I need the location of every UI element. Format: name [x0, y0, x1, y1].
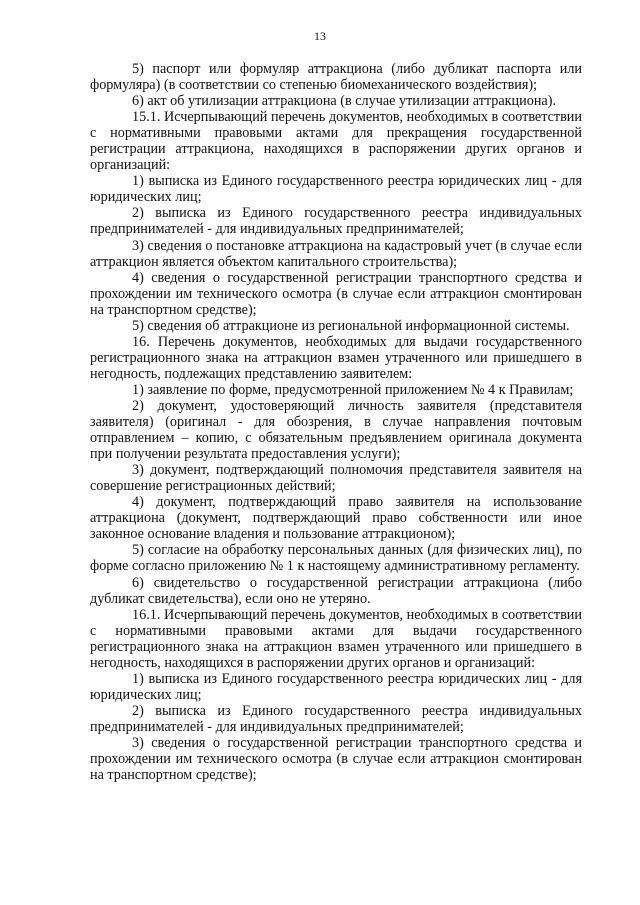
paragraph: 2) выписка из Единого государственного реестра индивидуальных предпринимателей - для индивидуальных предпринимателей; — [90, 702, 582, 735]
paragraph: 4) сведения о государственной регистрации транспортного средства и прохождении им технического осмотра (в случае если аттракцион смонтирован на транспортном средстве); — [90, 269, 582, 318]
paragraph: 2) выписка из Единого государственного реестра индивидуальных предпринимателей - для индивидуальных предпринимателей; — [90, 205, 582, 238]
document-body — [90, 61, 582, 783]
paragraph: 5) паспорт или формуляр аттракциона (либо дубликат паспорта или формуляра) (в соответствии со степенью биомеханического воздействия); — [90, 61, 582, 94]
paragraph: 5) согласие на обработку персональных данных (для физических лиц), по форме согласно приложению № 1 к настоящему административному регламенту. — [90, 542, 582, 575]
paragraph: 1) заявление по форме, предусмотренной приложением № 4 к Правилам; — [132, 381, 574, 398]
page-number: 13 — [314, 29, 326, 43]
paragraph: 4) документ, подтверждающий право заявителя на использование аттракциона (документ, подтверждающий право собственности или иное законное основание владения и пользование аттракционом); — [90, 494, 582, 543]
paragraph: 6) акт об утилизации аттракциона (в случае утилизации аттракциона). — [132, 93, 556, 110]
paragraph: 15.1. Исчерпывающий перечень документов, необходимых в соответствии с нормативными правовыми актами для прекращения государственной регистрации аттракциона, находящихся в распоряжении других органов и организаций: — [90, 109, 582, 174]
paragraph: 1) выписка из Единого государственного реестра юридических лиц - для юридических лиц; — [90, 670, 582, 703]
paragraph: 3) сведения о государственной регистрации транспортного средства и прохождении им технического осмотра (в случае если аттракцион смонтирован на транспортном средстве); — [90, 734, 582, 784]
paragraph: 16. Перечень документов, необходимых для выдачи государственного регистрационного знака на аттракцион взамен утраченного или пришедшего в негодность, подлежащих представлению заявителем: — [90, 333, 582, 382]
paragraph: 3) сведения о постановке аттракциона на кадастровый учет (в случае если аттракцион является объектом капитального строительства); — [90, 237, 582, 270]
paragraph: 16.1. Исчерпывающий перечень документов, необходимых в соответствии с нормативными правовыми актами для выдачи государственного регистрационного знака на аттракцион взамен утраченного или пришедшего в негодность, находящихся в распоряжении других органов и организаций: — [90, 606, 582, 671]
paragraph: 2) документ, удостоверяющий личность заявителя (представителя заявителя) (оригинал - для обозрения, в случае направления почтовым отправлением – копию, с обязательным предъявлением оригинала документа при получении результата предоставления услуги); — [90, 397, 582, 463]
paragraph: 1) выписка из Единого государственного реестра юридических лиц - для юридических лиц; — [90, 173, 582, 206]
paragraph: 6) свидетельство о государственной регистрации аттракциона (либо дубликат свидетельства), если оно не утеряно. — [90, 574, 582, 607]
paragraph: 5) сведения об аттракционе из региональной информационной системы. — [132, 317, 570, 334]
paragraph: 3) документ, подтверждающий полномочия представителя заявителя на совершение регистрационных действий; — [90, 462, 582, 495]
